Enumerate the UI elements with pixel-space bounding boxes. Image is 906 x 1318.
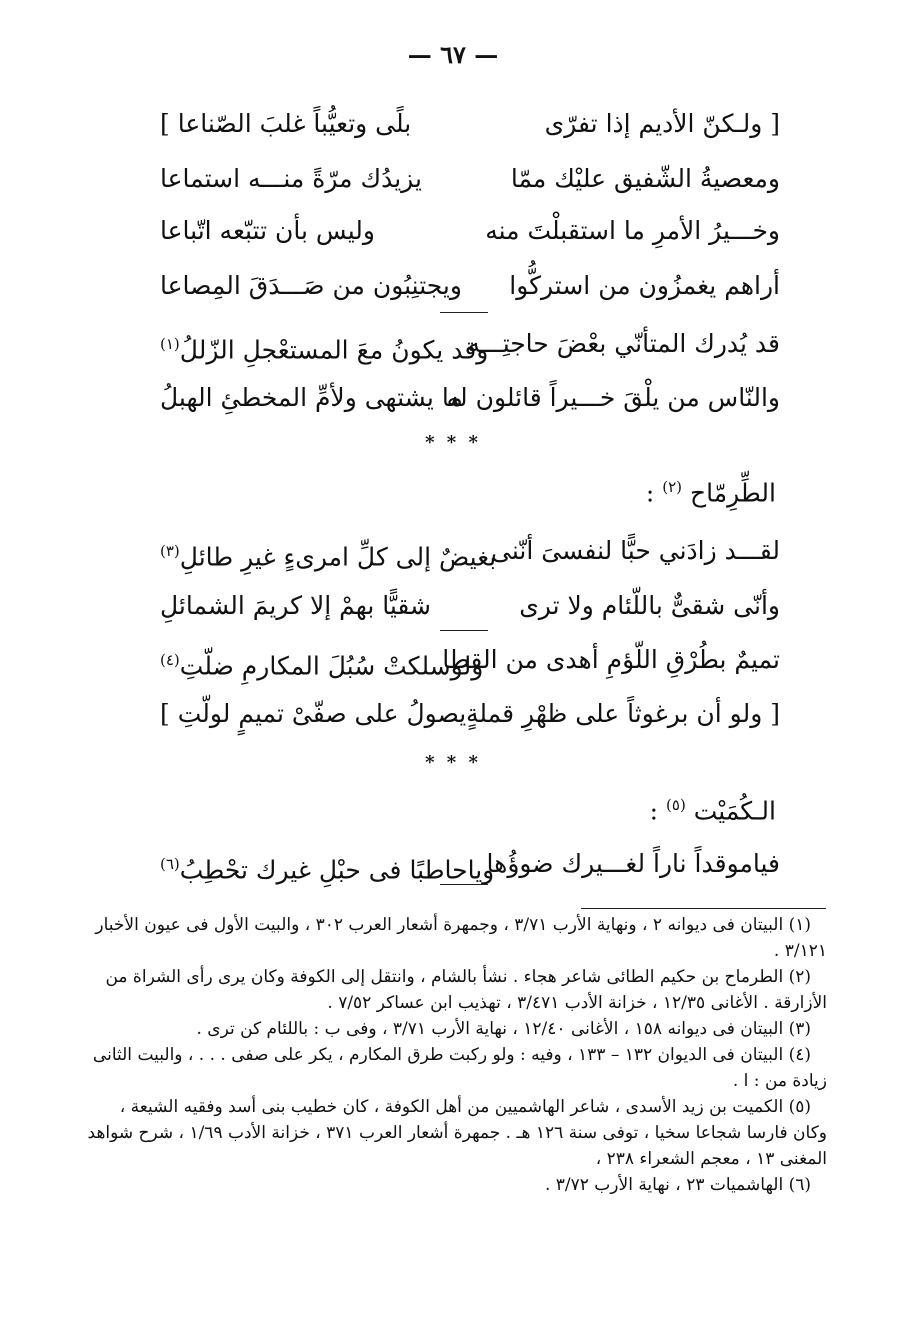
poet-colon: : [645,478,655,508]
verse-line [160,98,780,150]
verse-second-text: بغيضٌ إلى كلِّ امرىءٍ غيرِ طائلِ [179,542,497,572]
verse-first-hemistich: [ ولو أن برغوثاً على ظهْرِ قملةٍ [466,699,780,728]
verse-second-hemistich: ويجتنِبُون من صَـــدَقَ المِصاعا [160,271,462,300]
footnote-separator [581,908,826,909]
footnote: (١) البيتان فى ديوانه ٢ ، ونهاية الأرب ٣/٧١ ، وجمهرة أشعار العرب ٣٠٢ ، والبيت الأول فى عيون الأخبار ٣/١٢١ . [95,915,827,961]
section-divider-stars: * * * [425,432,481,453]
verse-first-hemistich: أراهم يغمزُون من استركُّوا [509,271,780,300]
verse-second-hemistich: ما يشتهى ولأمِّ المخطئِ الهبلُ [160,383,463,412]
verse-line [160,688,780,740]
verse-separator-rule [440,312,488,313]
poet-colon: : [649,796,659,826]
footnote: (٢) الطرماح بن حكيم الطائى شاعر هجاء . نشأ بالشام ، وانتقل إلى الكوفة وكان يرى رأى الشراة من الأزارقة . الأغانى ١٢/٣٥ ، خزانة الأدب ٣/٤٧١ ، تهذيب ابن عساكر ٧/٥٢ . [105,967,827,1013]
verse-second-hemistich: شقيًّا بهمْ إلا كريمَ الشمائلِ [160,591,431,620]
verse-second-text: وياحاطبًا فى حبْلِ غيرك تحْطِبُ [179,855,495,885]
verse-first-hemistich: [ ولـكنّ الأديم إذا تفرّى [544,109,780,138]
footnotes [82,912,827,1198]
verse-separator-rule [440,630,488,631]
verse-second-hemistich [160,838,494,896]
verse-line [160,634,780,686]
verse-line [160,153,780,205]
footnote-ref: (٤) [160,651,180,669]
verse-first-hemistich: فياموقداً ناراً لغـــيرك ضوؤُها [486,849,780,878]
footnote-ref: (٦) [160,855,180,873]
poet-heading [646,478,776,507]
verse-line [160,372,780,424]
verse-first-hemistich: تميمٌ بطُرْقِ اللّؤمِ أهدى من القطا [442,645,780,674]
verse-separator-rule [440,884,488,885]
verse-second-hemistich: وليس بأن تتبّعه اتّباعا [160,216,375,245]
verse-second-hemistich: يزيدُك مرّةً منـــه استماعا [160,164,422,193]
footnote: (٤) البيتان فى الديوان ١٣٢ – ١٣٣ ، وفيه : ولو ركبت طرق المكارم ، يكر على صفى . . . ، والبيت الثانى زيادة من : ا . [92,1045,827,1091]
verse-line [160,525,780,577]
verse-line [160,318,780,370]
footnote-ref: (١) [160,335,180,353]
verse-line [160,580,780,632]
poet-name: الـكُمَيْت [693,796,776,826]
footnote-ref: (٣) [160,542,180,560]
footnote: (٥) الكميت بن زيد الأسدى ، شاعر الهاشميين من أهل الكوفة ، كان خطيب بنى أسد وفقيه الشيعة ، وكان فارسا شجاعا سخيا ، توفى سنة ١٢٦ هـ . جمهرة أشعار العرب ٣٧١ ، خزانة الأدب ١/٦٩ ، شرح شواهد المغنى ١٣ ، معجم الشعراء ٢٣٨ ، [87,1097,827,1169]
page-number: — ٦٧ — [407,40,499,69]
verse-first-hemistich: وأنّى شقىٌّ باللّئام ولا ترى [519,591,780,620]
verse-line [160,838,780,890]
footnote-ref: (٥) [666,796,686,814]
verse-second-hemistich [160,318,488,376]
footnote: (٣) البيتان فى ديوانه ١٥٨ ، الأغانى ١٢/٤٠ ، نهاية الأرب ٣/٧١ ، وفى ب : باللئام كن ترى . [196,1019,811,1039]
footnote: (٦) الهاشميات ٢٣ ، نهاية الأرب ٣/٧٢ . [544,1175,811,1195]
verse-second-hemistich: بلًى وتعيُّباً غلبَ الصّناعا ] [160,109,412,138]
verse-second-text: ولوسلكتْ سُبُلَ المكارمِ ضلّتِ [179,651,484,681]
verse-second-hemistich: يصولُ على صفّىْ تميمٍ لولّتِ ] [160,699,467,728]
verse-first-hemistich: لقـــد زادَني حبًّا لنفسىَ أنّنى [491,536,780,565]
verse-first-hemistich: والنّاس من يلْقَ خـــيراً قائلون له [446,383,780,412]
verse-first-hemistich: قد يُدرك المتأنّي بعْضَ حاجتِـــه [467,329,780,358]
section-divider-stars: * * * [425,752,481,773]
verse-second-text: وقد يكونُ معَ المستعْجلِ الزّللُ [179,335,489,365]
footnote-ref: (٢) [662,478,683,496]
verse-second-hemistich [160,634,483,692]
verse-first-hemistich: ومعصيةُ الشّفيق عليْك ممّا [510,164,780,193]
poet-name: الطِّرِمّاح [689,478,776,508]
poet-heading [650,796,776,825]
verse-line [160,205,780,257]
verse-line [160,260,780,312]
verse-second-hemistich [160,525,496,583]
verse-first-hemistich: وخـــيرُ الأمرِ ما استقبلْتَ منه [485,216,780,245]
